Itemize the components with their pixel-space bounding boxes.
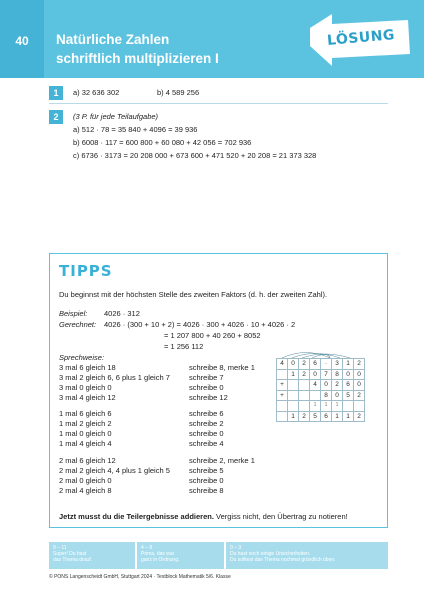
calc-cell: [299, 401, 310, 412]
step-right: schreibe 8: [189, 486, 224, 495]
calc-cell: 3: [332, 359, 343, 370]
page-number: 40: [0, 0, 44, 78]
footer-col-1-range: 9 – 11: [53, 545, 67, 551]
calc-cell: 0: [321, 380, 332, 391]
calc-cell: 6: [321, 411, 332, 422]
calc-cell: 8: [321, 390, 332, 401]
calc-cell: 8: [332, 369, 343, 380]
step-left: 3 mal 6 gleich 18: [59, 363, 116, 372]
step-left: 1 mal 4 gleich 4: [59, 439, 112, 448]
task-2-note: (3 P. für jede Teilaufgabe): [73, 112, 159, 121]
calc-cell: ·: [321, 359, 332, 370]
footer-col-3-text-2: Du solltest das Thema nochmal gründlich üben.: [230, 557, 336, 563]
step-right: schreibe 8, merke 1: [189, 363, 255, 372]
calc-row: [277, 390, 365, 401]
step-left: 2 mal 4 gleich 8: [59, 486, 112, 495]
calc-cell: +: [277, 390, 288, 401]
calc-row: [277, 401, 365, 412]
tipps-title: TIPPS: [59, 262, 113, 280]
closing-rest: Vergiss nicht, den Übertrag zu notieren!: [213, 512, 348, 521]
step-left: 3 mal 2 gleich 6, 6 plus 1 gleich 7: [59, 373, 170, 382]
calc-cell: 2: [354, 359, 365, 370]
calc-cell: 0: [288, 359, 299, 370]
step-right: schreibe 0: [189, 476, 224, 485]
calc-cell: 6: [343, 380, 354, 391]
step-right: schreibe 2, merke 1: [189, 456, 255, 465]
title-line-2: schriftlich multiplizieren I: [56, 51, 219, 66]
calc-cell: 5: [343, 390, 354, 401]
calc-cell: 0: [354, 369, 365, 380]
calc-cell: 1: [343, 411, 354, 422]
task-2-c: c) 6736 · 3173 = 20 208 000 + 673 600 + 471 520 + 20 208 = 21 373 328: [73, 151, 317, 160]
gerechnet-line-1: 4026 · (300 + 10 + 2) = 4026 · 300 + 4026 · 10 + 4026 · 2: [104, 320, 296, 329]
calc-cell: [288, 380, 299, 391]
task-1-b: b) 4 589 256: [157, 88, 200, 97]
calc-cell: [354, 401, 365, 412]
calc-row: [277, 369, 365, 380]
calc-cell: [299, 380, 310, 391]
task-2-b: b) 6008 · 117 = 600 800 + 60 080 + 42 056 = 702 936: [73, 138, 252, 147]
divider: [49, 103, 388, 104]
task-2-a: a) 512 · 78 = 35 840 + 4096 = 39 936: [73, 125, 198, 134]
calculation-table: [276, 358, 365, 422]
calc-cell: [277, 401, 288, 412]
footer-col-3-text-1: Du hast noch einige Unsicherheiten.: [230, 551, 311, 557]
task-1-a: a) 32 636 302: [73, 88, 120, 97]
calc-cell: 2: [299, 411, 310, 422]
tipps-intro: Du beginnst mit der höchsten Stelle des zweiten Faktors (d. h. der zweiten Zahl).: [59, 290, 328, 299]
beispiel-label: Beispiel:: [59, 309, 88, 318]
step-right: schreibe 4: [189, 439, 224, 448]
calc-cell: 0: [354, 380, 365, 391]
calc-cell: [310, 390, 321, 401]
gerechnet-line-2: = 1 207 800 + 40 260 + 8052: [164, 331, 261, 340]
calc-cell: 1: [332, 411, 343, 422]
footer-col-1-text-1: Super! Du hast: [53, 551, 87, 557]
footer-col-2-text-1: Prima, das war: [141, 551, 175, 557]
beispiel-value: 4026 · 312: [104, 309, 140, 318]
footer-col-2-range: 4 – 8: [141, 545, 153, 551]
calc-cell: 2: [354, 411, 365, 422]
calc-cell: 0: [343, 369, 354, 380]
step-right: schreibe 7: [189, 373, 224, 382]
calc-cell: [277, 411, 288, 422]
calc-cell: [288, 401, 299, 412]
step-left: 2 mal 0 gleich 0: [59, 476, 112, 485]
footer-divider: [135, 542, 137, 569]
calc-row: [277, 359, 365, 370]
calc-cell: 1: [343, 359, 354, 370]
calc-cell: 1: [321, 401, 332, 412]
calc-cell: 4: [310, 380, 321, 391]
calc-cell: [299, 390, 310, 401]
footer-col-1-text-2: das Thema drauf.: [53, 557, 93, 563]
footer-col-3-range: 0 – 3: [230, 545, 242, 551]
page-title: [56, 30, 219, 68]
footer-divider: [224, 542, 226, 569]
step-left: 2 mal 2 gleich 4, 4 plus 1 gleich 5: [59, 466, 170, 475]
calc-cell: 2: [354, 390, 365, 401]
step-right: schreibe 0: [189, 429, 224, 438]
task-2-number: 2: [49, 110, 63, 124]
calc-cell: 2: [299, 359, 310, 370]
step-right: schreibe 12: [189, 393, 228, 402]
calc-cell: [343, 401, 354, 412]
step-right: schreibe 6: [189, 409, 224, 418]
gerechnet-label: Gerechnet:: [59, 320, 97, 329]
footer-col-2: [141, 545, 179, 563]
calc-cell: 1: [332, 401, 343, 412]
step-left: 1 mal 0 gleich 0: [59, 429, 112, 438]
calc-cell: [288, 390, 299, 401]
copyright: © PONS Langenscheidt GmbH, Stuttgart 2024 · Testblock Mathematik 5/6. Klasse: [49, 574, 231, 580]
tipps-closing: [59, 512, 348, 522]
step-left: 1 mal 2 gleich 2: [59, 419, 112, 428]
footer-col-1: [53, 545, 92, 563]
task-1-number: 1: [49, 86, 63, 100]
calc-cell: 4: [277, 359, 288, 370]
step-left: 3 mal 0 gleich 0: [59, 383, 112, 392]
title-line-1: Natürliche Zahlen: [56, 32, 170, 47]
gerechnet-line-3: = 1 256 112: [164, 342, 204, 351]
calc-row: [277, 380, 365, 391]
calc-cell: 2: [299, 369, 310, 380]
step-left: 3 mal 4 gleich 12: [59, 393, 116, 402]
calc-cell: 6: [310, 359, 321, 370]
calc-cell: 1: [310, 401, 321, 412]
calc-cell: 0: [332, 390, 343, 401]
calc-cell: 7: [321, 369, 332, 380]
calc-row: [277, 411, 365, 422]
calc-cell: +: [277, 380, 288, 391]
step-left: 1 mal 6 gleich 6: [59, 409, 112, 418]
footer-col-2-text-2: ganz in Ordnung.: [141, 557, 180, 563]
closing-bold: Jetzt musst du die Teilergebnisse addieren.: [59, 512, 214, 521]
footer-col-3: [230, 545, 336, 563]
calc-cell: 5: [310, 411, 321, 422]
step-right: schreibe 0: [189, 383, 224, 392]
step-right: schreibe 5: [189, 466, 224, 475]
calc-cell: 1: [288, 411, 299, 422]
step-right: schreibe 2: [189, 419, 224, 428]
calc-cell: [277, 369, 288, 380]
step-left: 2 mal 6 gleich 12: [59, 456, 116, 465]
loesung-badge: LÖSUNG: [326, 27, 396, 49]
sprechweise-label: Sprechweise:: [59, 353, 105, 362]
calc-cell: 0: [310, 369, 321, 380]
calc-cell: 1: [288, 369, 299, 380]
calc-cell: 2: [332, 380, 343, 391]
